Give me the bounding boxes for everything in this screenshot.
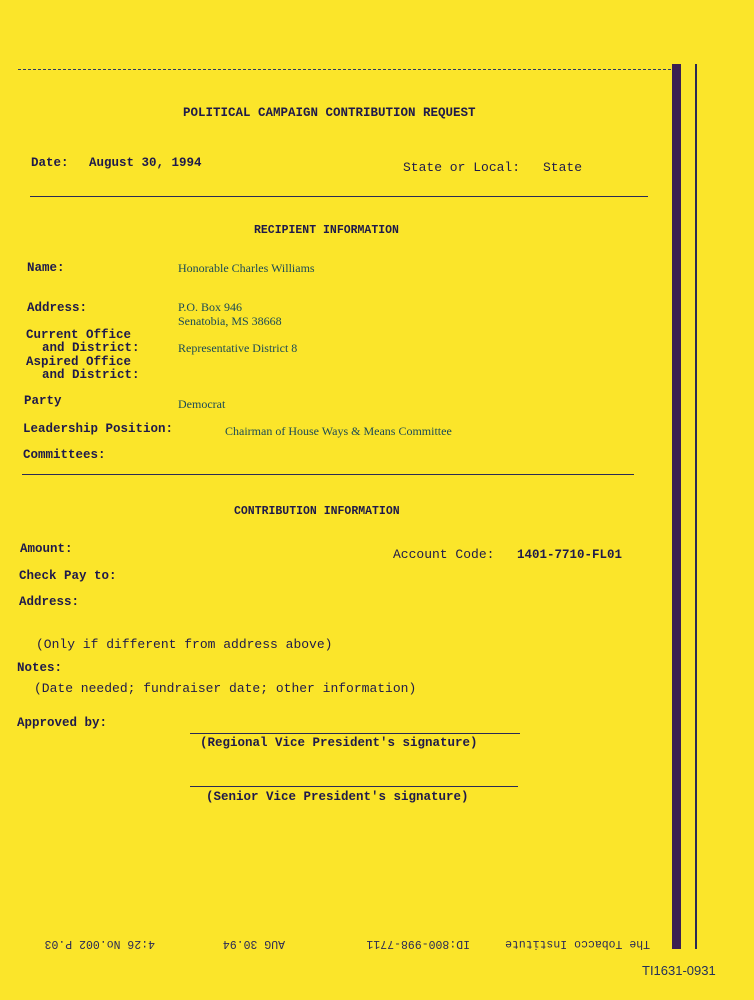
aspired-office-label-1: Aspired Office	[26, 355, 132, 369]
account-code-value: 1401-7710-FL01	[517, 548, 623, 562]
svp-signature-line	[190, 786, 518, 787]
current-office-value: Representative District 8	[178, 341, 298, 355]
check-pay-label: Check Pay to:	[19, 569, 117, 583]
fax-edge-line	[695, 64, 697, 949]
divider-middle	[22, 474, 634, 475]
address-label: Address:	[27, 301, 88, 315]
date-label: Date:	[31, 156, 69, 170]
rvp-signature-caption: (Regional Vice President's signature)	[200, 736, 478, 750]
name-value: Honorable Charles Williams	[178, 261, 315, 275]
form-title: POLITICAL CAMPAIGN CONTRIBUTION REQUEST	[183, 106, 476, 120]
fax-date: AUG 30.94	[222, 937, 285, 950]
current-office-label-1: Current Office	[26, 328, 132, 342]
notes-hint: (Date needed; fundraiser date; other information)	[34, 681, 417, 696]
committees-label: Committees:	[23, 448, 106, 462]
state-local-label: State or Local:	[403, 160, 521, 175]
current-office-label-2: and District:	[42, 341, 140, 355]
fax-sender: The Tobacco Institute	[505, 937, 650, 950]
contribution-heading: CONTRIBUTION INFORMATION	[234, 505, 400, 518]
address-line-1: P.O. Box 946	[178, 300, 243, 314]
aspired-office-label-2: and District:	[42, 368, 140, 382]
address-note: (Only if different from address above)	[36, 637, 333, 652]
contribution-address-label: Address:	[19, 595, 80, 609]
approved-label: Approved by:	[17, 716, 108, 730]
address-line-2: Senatobia, MS 38668	[178, 314, 282, 328]
party-label: Party	[24, 394, 62, 408]
top-dashed-border	[18, 69, 676, 70]
account-code-label: Account Code:	[393, 547, 495, 562]
leadership-value: Chairman of House Ways & Means Committee	[225, 424, 452, 438]
bates-number: TI1631-0931	[642, 963, 716, 978]
recipient-heading: RECIPIENT INFORMATION	[254, 224, 399, 237]
party-value: Democrat	[178, 397, 226, 411]
leadership-label: Leadership Position:	[23, 422, 174, 436]
amount-label: Amount:	[20, 542, 73, 556]
rvp-signature-line	[190, 733, 520, 734]
fax-time-page: 4:26 No.002 P.03	[44, 937, 155, 950]
divider-top	[30, 196, 648, 197]
state-local-value: State	[543, 160, 583, 175]
notes-label: Notes:	[17, 661, 63, 675]
fax-id: ID:800-998-7711	[366, 937, 470, 950]
svp-signature-caption: (Senior Vice President's signature)	[206, 790, 469, 804]
name-label: Name:	[27, 261, 65, 275]
date-value: August 30, 1994	[89, 156, 202, 170]
fax-edge-bar	[672, 64, 681, 949]
fax-header-upside-down	[18, 934, 650, 950]
